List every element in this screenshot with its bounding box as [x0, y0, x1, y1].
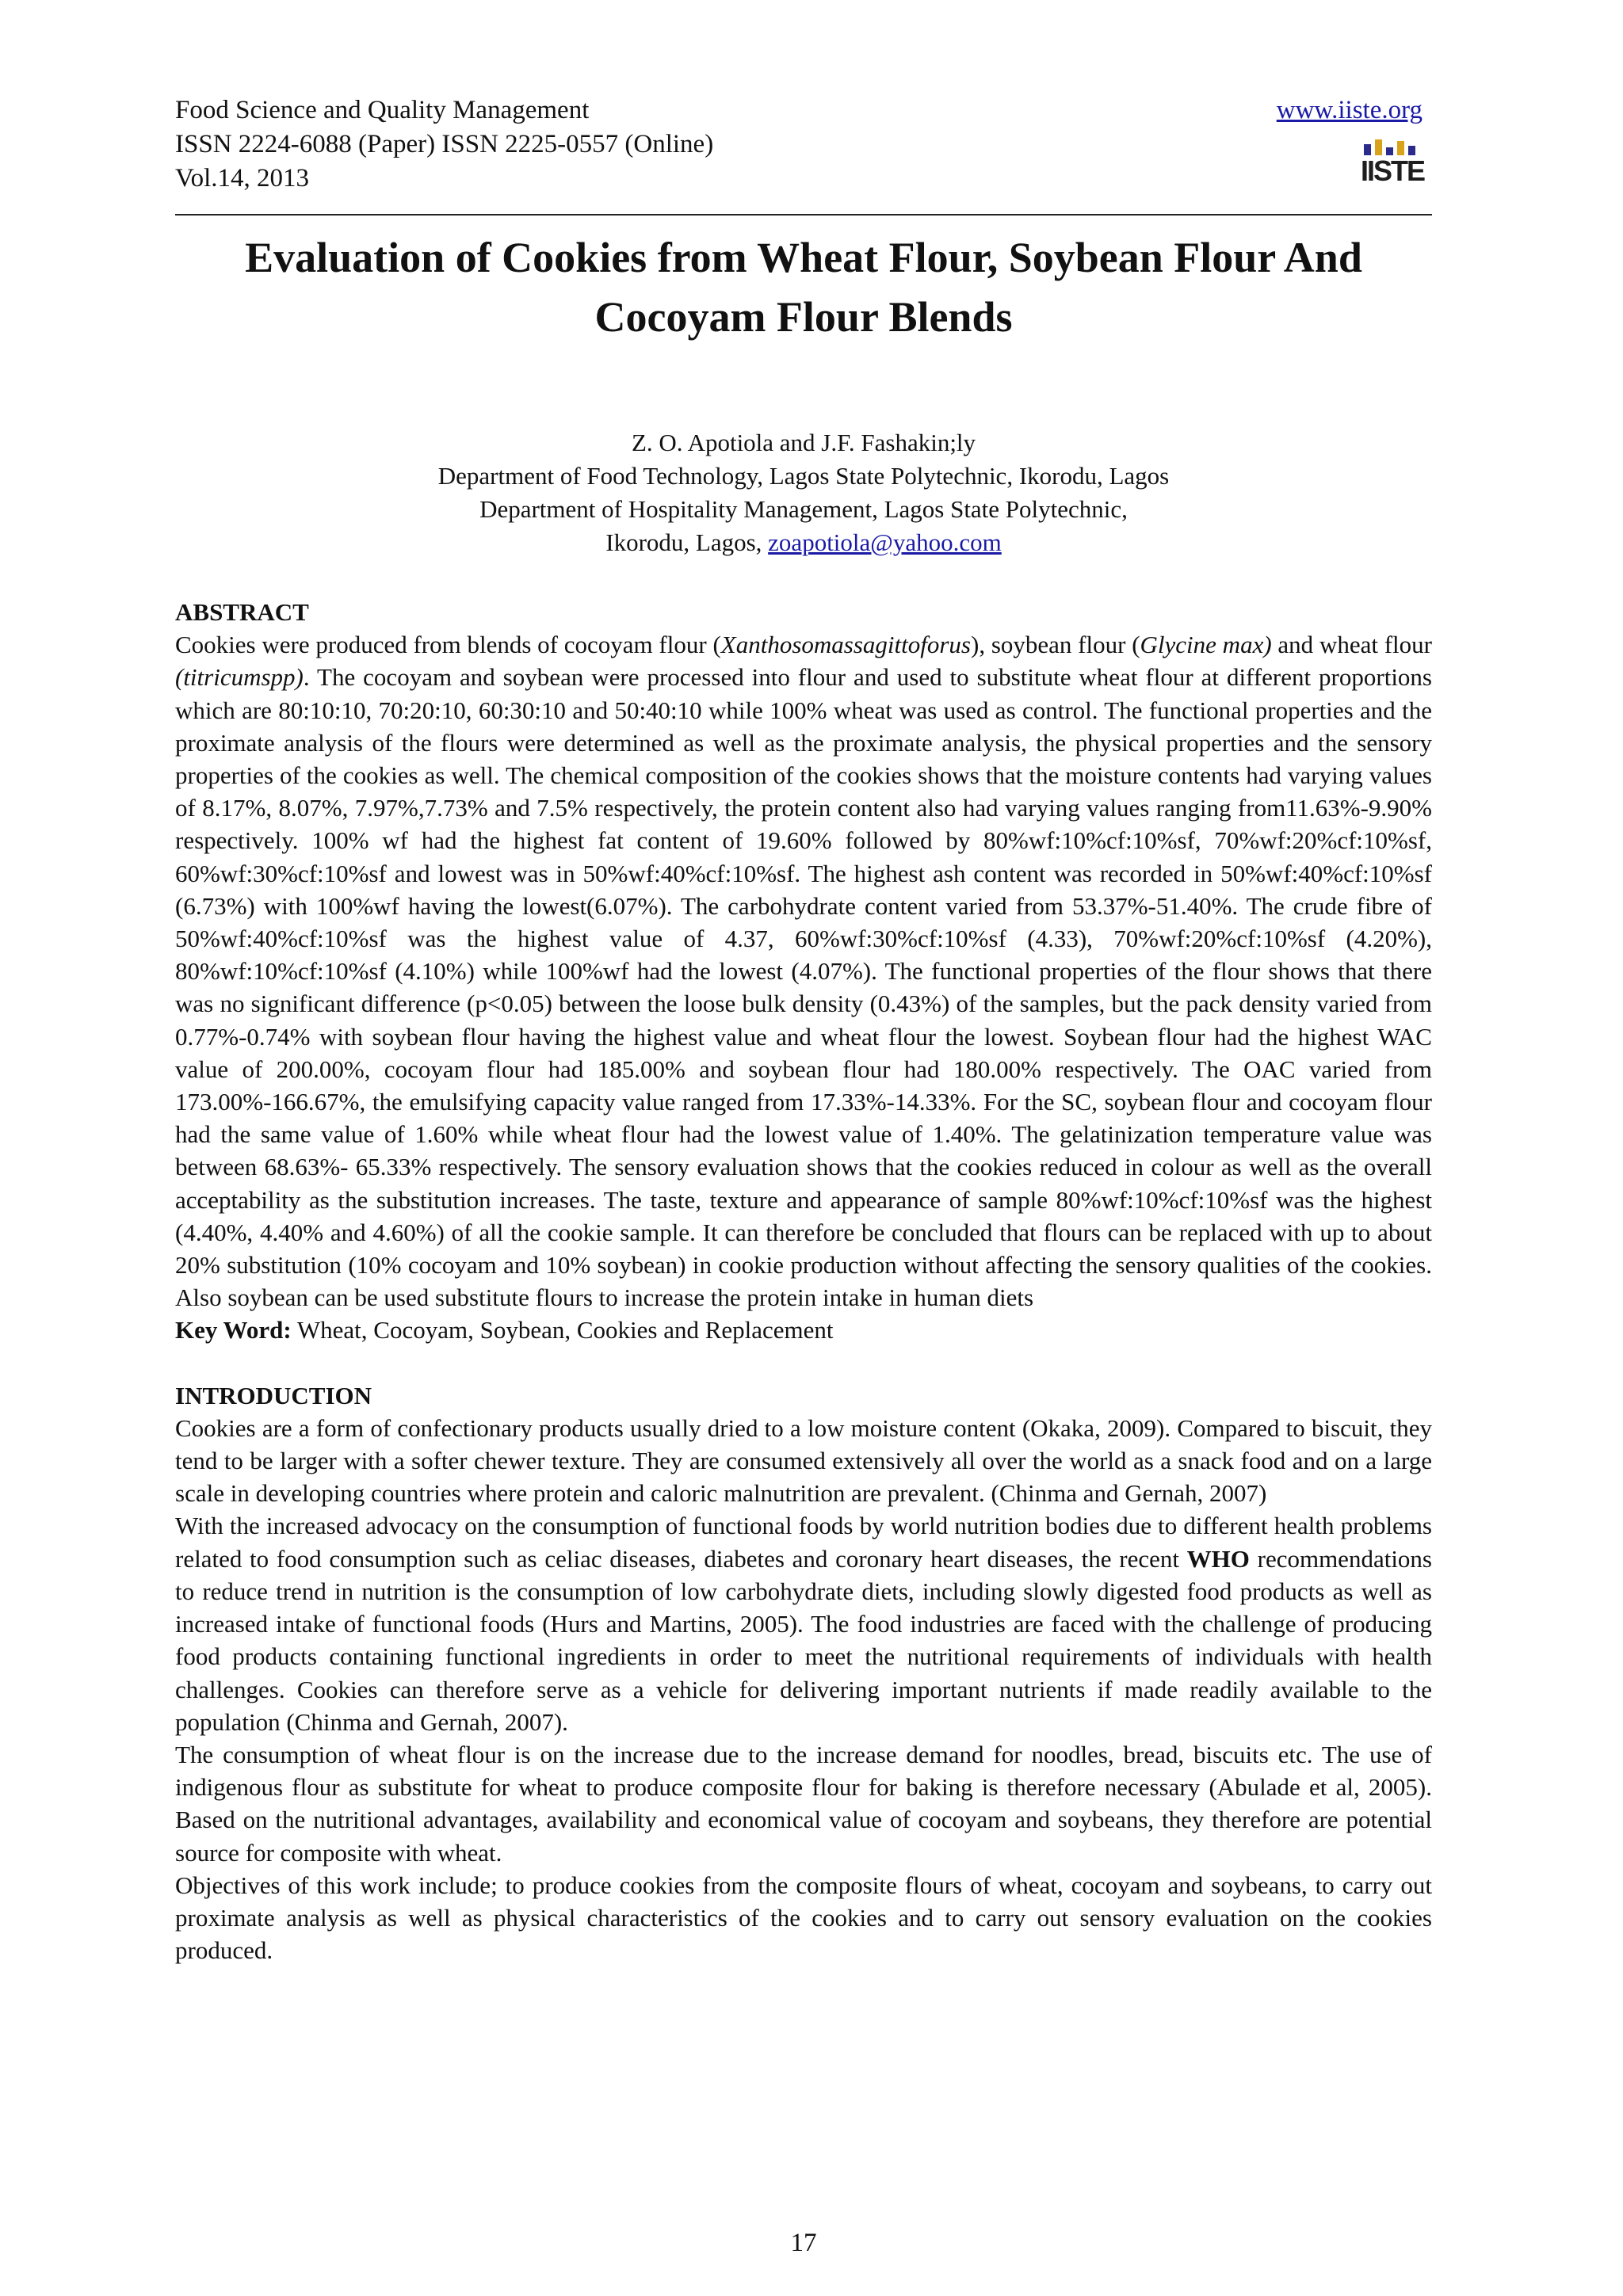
affiliation-3: [175, 526, 1432, 559]
introduction-paragraph-4: Objectives of this work include; to produce cookies from the composite flours of wheat, cocoyam and soybeans, to carry out proximate analysis as well as physical characteristics of the cookies and to carry out sensory evaluation on the cookies produced.: [175, 1871, 1432, 1965]
paper-body: [175, 596, 1432, 1966]
abstract-fragment: . The cocoyam and soybean were processed into flour and used to substitute wheat flour at different proportions which are 80:10:10, 70:20:10, 60:30:10 and 50:40:10 while 100% wheat was used as control. The functional properties and the proximate analysis of the flours were determined as well as the proximate analysis, the physical properties and the sensory properties of the cookies as well. The chemical composition of the cookies shows that the moisture contents had varying values of 8.17%, 8.07%, 7.97%,7.73% and 7.5% respectively, the protein content also had varying values ranging from11.63%-9.90% respectively. 100% wf had the highest fat content of 19.60% followed by 80%wf:10%cf:10%sf, 70%wf:20%cf:10%sf, 60%wf:30%cf:10%sf and lowest was in 50%wf:40%cf:10%sf. The highest ash content was recorded in 50%wf:40%cf:10%sf (6.73%) with 100%wf having the lowest(6.07%). The carbohydrate content varied from 53.37%-51.40%. The crude fibre of 50%wf:40%cf:10%sf was the highest value of 4.37, 60%wf:30%cf:10%sf (4.33), 70%wf:20%cf:10%sf (4.20%), 80%wf:10%cf:10%sf (4.10%) while 100%wf had the lowest (4.07%). The functional properties of the flour shows that there was no significant difference (p<0.05) between the loose bulk density (0.43%) of the samples, but the pack density varied from 0.77%-0.74% with soybean flour having the highest value and wheat flour the lowest. Soybean flour had the highest WAC value of 200.00%, cocoyam flour had 185.00% and soybean flour had 180.00% respectively. The OAC varied from 173.00%-166.67%, the emulsifying capacity value ranged from 17.33%-14.33%. For the SC, soybean flour and cocoyam flour had the same value of 1.60% while wheat flour had the lowest value of 1.40%. The gelatinization temperature value was between 68.63%- 65.33% respectively. The sensory evaluation shows that the cookies reduced in colour as well as the overall acceptability as the substitution increases. The taste, texture and appearance of sample 80%wf:10%cf:10%sf was the highest (4.40%, 4.40% and 4.60%) of all the cookie sample. It can therefore be concluded that flours can be replaced with up to about 20% substitution (10% cocoyam and 10% soybean) in cookie production without affecting the sensory qualities of the cookies. Also soybean can be used substitute flours to increase the protein intake in human diets: [175, 663, 1432, 1312]
introduction-paragraph-1: Cookies are a form of confectionary products usually dried to a low moisture content (Okaka, 2009). Compared to biscuit, they tend to be larger with a softer chewer texture. They are consumed extensively all over the world as a snack food and on a large scale in developing countries where protein and caloric malnutrition are prevalent. (Chinma and Gernah, 2007): [175, 1413, 1432, 1508]
keywords-label: Key Word:: [175, 1316, 292, 1344]
paper-title: Evaluation of Cookies from Wheat Flour, Soybean Flour And Cocoyam Flour Blends: [245, 234, 1362, 341]
affiliation-3-text: Ikorodu, Lagos,: [605, 528, 769, 556]
author-block: [175, 426, 1432, 559]
iiste-logo: [1361, 139, 1423, 190]
intro-fragment: recommendations to reduce trend in nutrition is the consumption of low carbohydrate diets, including slowly digested food products as well as increased intake of functional foods (Hurs and Martins, 2005). The food industries are faced with the challenge of producing food products containing functional ingredients in order to meet the nutritional requirements of individuals with health challenges. Cookies can therefore serve as a vehicle for delivering important nutrients if made readily available to the population (Chinma and Gernah, 2007).: [175, 1544, 1432, 1736]
introduction-paragraph-3: The consumption of wheat flour is on the increase due to the increase demand for noodles, bread, biscuits etc. The use of indigenous flour as substitute for wheat to produce composite flour for baking is therefore necessary (Abulade et al, 2005). Based on the nutritional advantages, availability and economical value of cocoyam and soybeans, they therefore are potential source for composite with wheat.: [175, 1740, 1432, 1867]
keywords-line: [175, 1314, 1432, 1346]
logo-text: IISTE: [1361, 154, 1425, 187]
journal-name: Food Science and Quality Management: [175, 96, 590, 124]
header-divider: [175, 214, 1432, 215]
abstract-fragment: Cookies were produced from blends of cocoyam flour (: [175, 631, 721, 659]
journal-website-link[interactable]: www.iiste.org: [1276, 96, 1423, 124]
affiliation-1: Department of Food Technology, Lagos State Polytechnic, Ikorodu, Lagos: [437, 462, 1170, 490]
intro-bold-who: WHO: [1186, 1544, 1250, 1573]
abstract-italic-species: Glycine max): [1140, 631, 1272, 659]
introduction-paragraph-2: [175, 1509, 1432, 1737]
journal-info: [175, 93, 1432, 196]
keywords-text: Wheat, Cocoyam, Soybean, Cookies and Replacement: [291, 1316, 834, 1344]
page-header: [175, 93, 1432, 212]
abstract-fragment: and wheat flour: [1271, 631, 1432, 659]
author-names: Z. O. Apotiola and J.F. Fashakin;ly: [631, 429, 976, 456]
author-email-link[interactable]: zoapotiola@yahoo.com: [768, 528, 1002, 556]
logo-bars-icon: [1364, 139, 1423, 155]
abstract-text: [175, 628, 1432, 1314]
journal-issn: ISSN 2224-6088 (Paper) ISSN 2225-0557 (Online): [175, 130, 714, 158]
abstract-italic-species: Xanthosomassagittoforus: [720, 631, 971, 659]
journal-volume: Vol.14, 2013: [175, 164, 309, 193]
affiliation-2: Department of Hospitality Management, Lagos State Polytechnic,: [479, 495, 1128, 523]
intro-fragment: With the increased advocacy on the consumption of functional foods by world nutrition bodies due to different health problems related to food consumption such as celiac diseases, diabetes and coronary heart diseases, the recent: [175, 1512, 1432, 1573]
abstract-fragment: ), soybean flour (: [971, 631, 1140, 659]
page: [175, 93, 1432, 2257]
abstract-heading: ABSTRACT: [175, 598, 309, 626]
introduction-heading: INTRODUCTION: [175, 1381, 372, 1409]
abstract-italic-species: (titricumspp): [175, 663, 304, 692]
page-number: 17: [790, 2229, 817, 2257]
